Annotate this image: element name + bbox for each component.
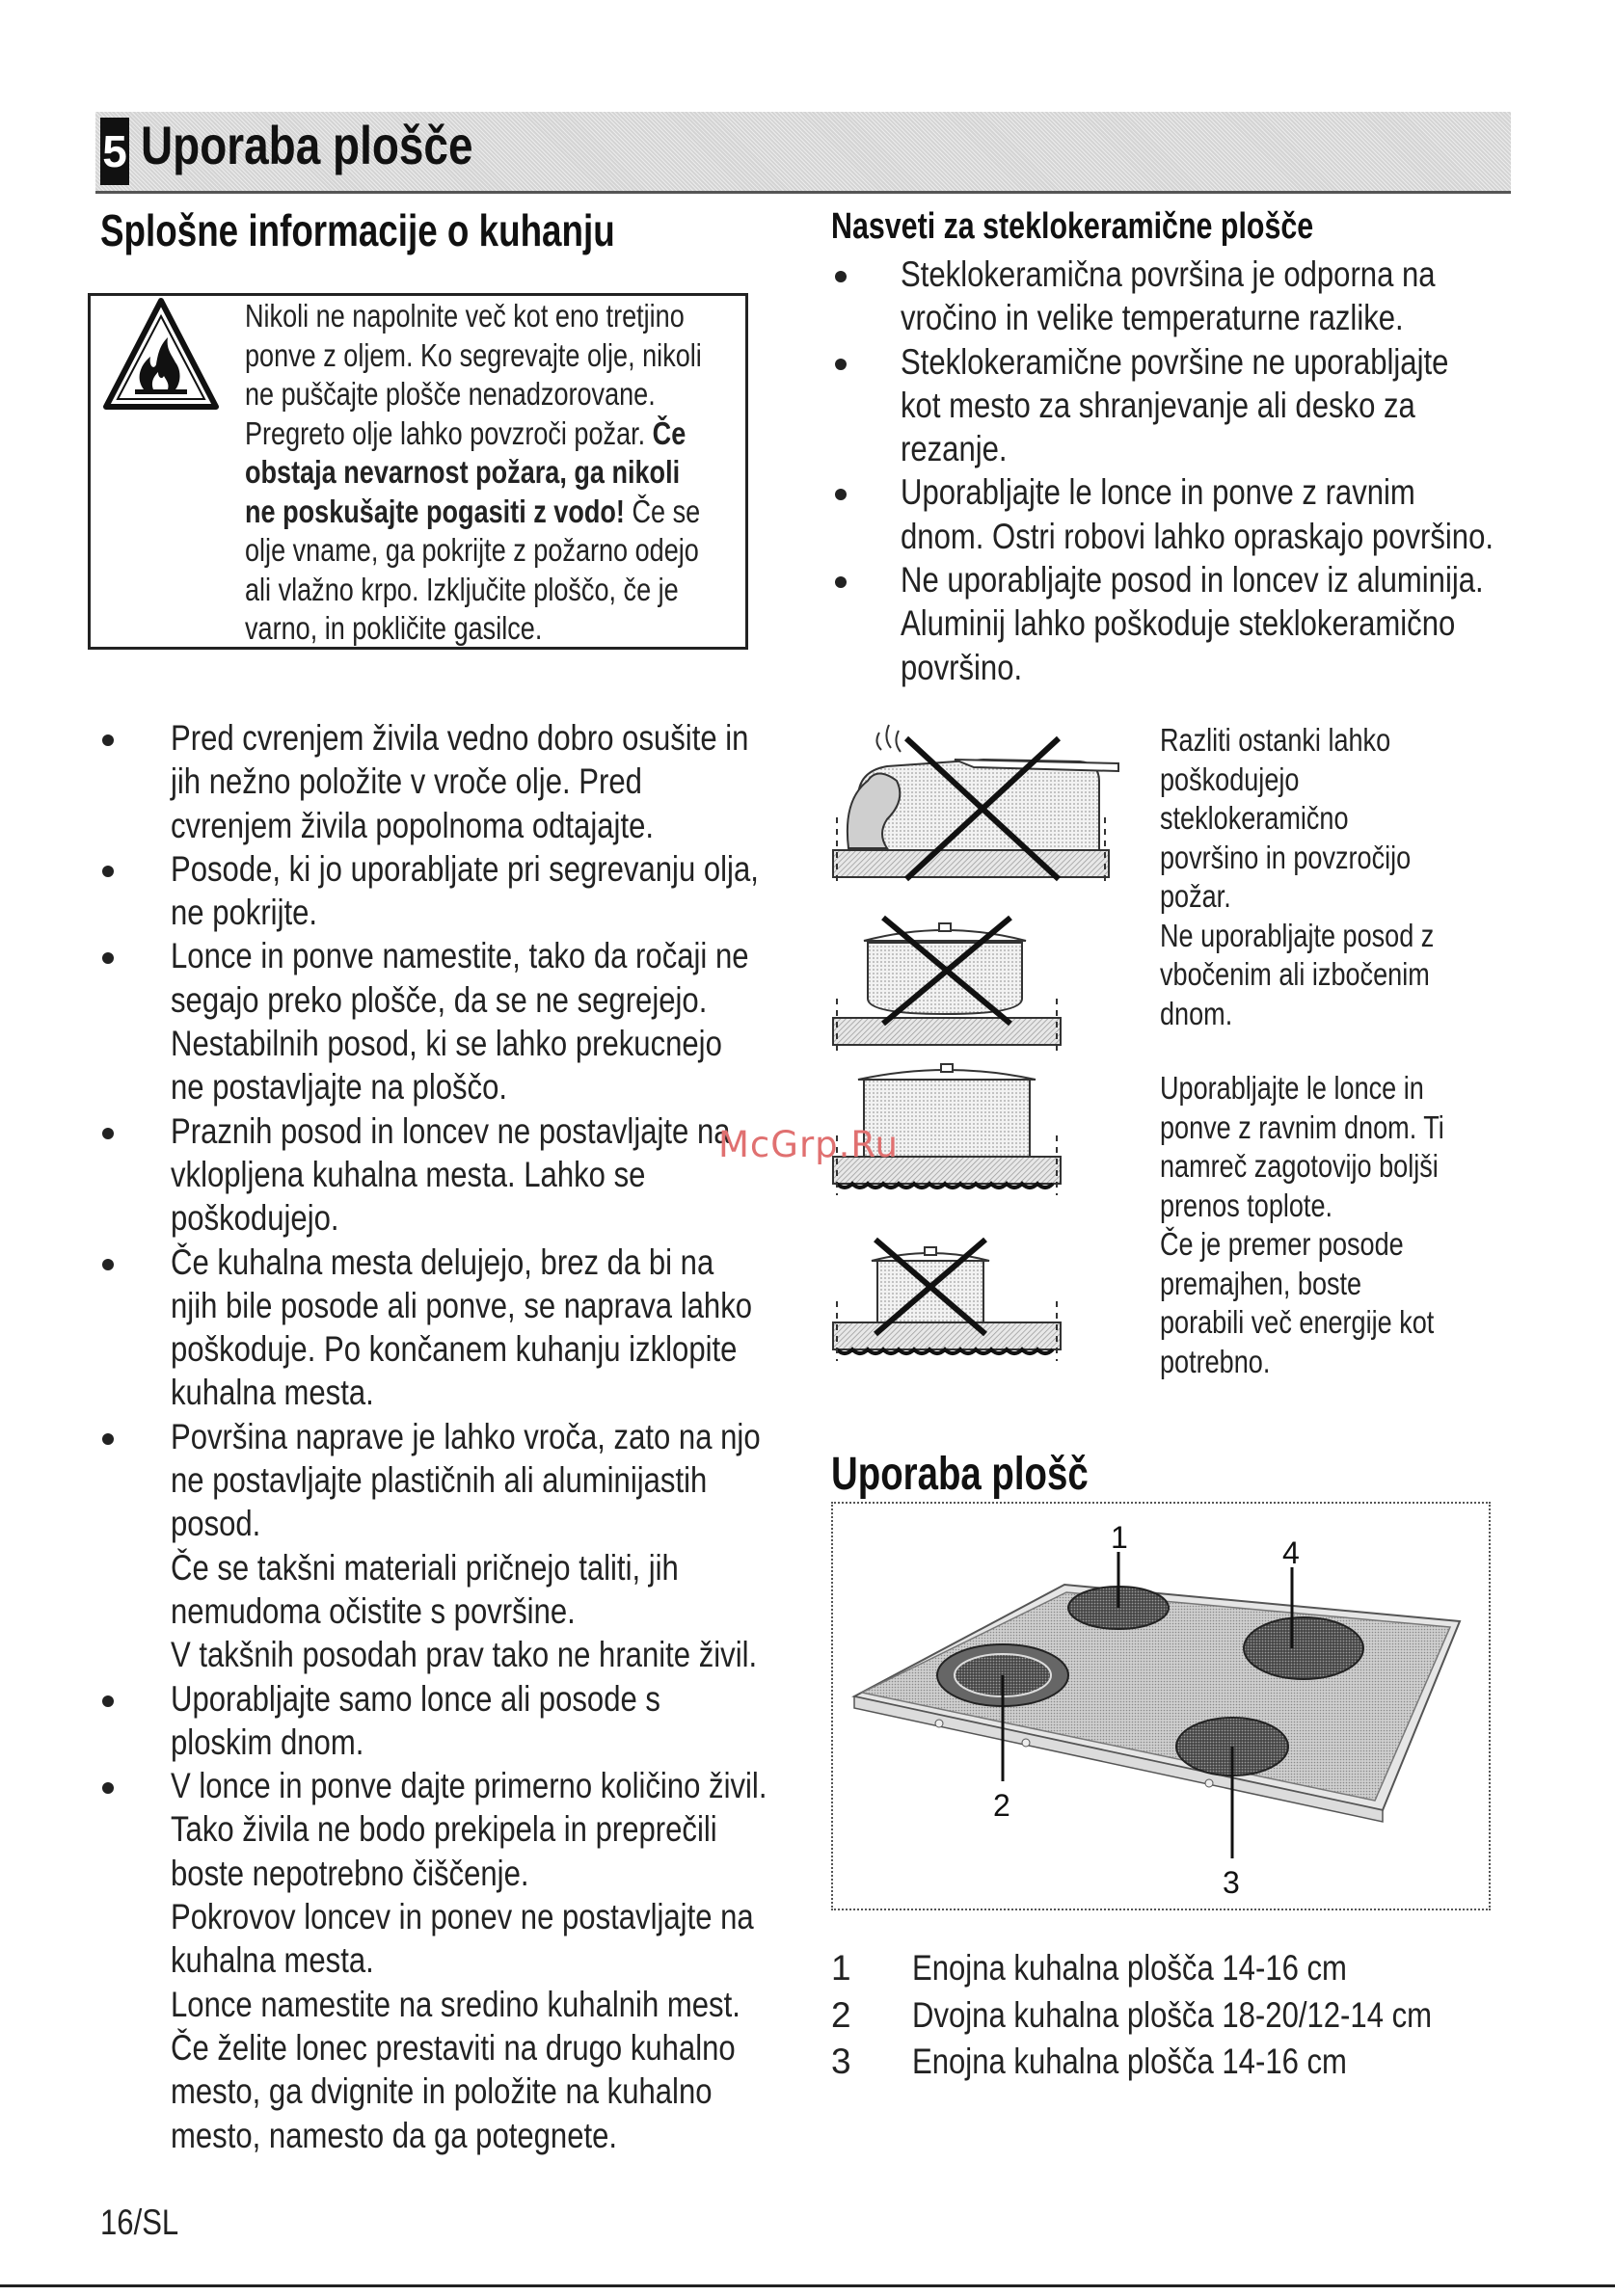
right-bullet-list bbox=[0, 253, 1615, 689]
small-pot-illustration bbox=[833, 1240, 1061, 1361]
spillover-pan-illustration bbox=[833, 725, 1118, 883]
zone-label: 1 bbox=[1111, 1520, 1128, 1555]
list-item: Lonce in ponve namestite, tako da ročaji ne segajo preko plošče, da se ne segrejejo. Nestabilnih posod, ki se lahko prekucnejo ne postavljajte na ploščo. bbox=[0, 934, 800, 1108]
list-item: Uporabljajte samo lonce ali posode s ploskim dnom. bbox=[0, 1677, 800, 1765]
left-bullet-list bbox=[0, 716, 800, 2157]
list-item: Posode, ki jo uporabljate pri segrevanju olja, ne pokrijte. bbox=[0, 847, 800, 935]
zone-label: 2 bbox=[993, 1788, 1010, 1823]
list-item: Uporabljajte le lonce in ponve z ravnim dnom. Ostri robovi lahko opraskajo površino. bbox=[0, 470, 1615, 558]
watermark: McGrp.Ru bbox=[718, 1124, 899, 1165]
list-item: Pred cvrenjem živila vedno dobro osušite in jih nežno položite v vroče olje. Pred cvrenjem živila popolnoma odtajajte. bbox=[0, 716, 800, 847]
warning-text: Nikoli ne napolnite več kot eno tretjino ponve z oljem. Ko segrevajte olje, nikoli ne puščajte plošče nenadzorovane. Pregreto olje lahko povzroči požar. Če obstaja nevarnost požara, ga nikoli ne poskušajte pogasiti z vodo! Če se olje vname, ga pokrijte z požarno odejo ali vlažno krpo. Izključite ploščo, če je varno, in pokličite gasilce. bbox=[245, 298, 702, 646]
curved-bottom-pot-illustration bbox=[833, 918, 1061, 1053]
list-item: Površina naprave je lahko vroča, zato na njo ne postavljajte plastičnih ali aluminijastih posod. Če se takšni materiali pričnejo taliti, jih nemudoma očistite s površine. V takšnih posodah prav tako ne hranite živil. bbox=[0, 1415, 800, 1677]
bottom-rule bbox=[0, 2284, 1615, 2287]
list-item: Če kuhalna mesta delujejo, brez da bi na njih bile posode ali ponve, se naprava lahko poškoduje. Po končanem kuhanju izklopite kuhalna mesta. bbox=[0, 1241, 800, 1415]
page-number: 16/SL bbox=[100, 2203, 179, 2242]
hob-diagram bbox=[831, 1502, 1491, 1910]
zone-label: 3 bbox=[1223, 1865, 1240, 1900]
illustration-caption-1: Razliti ostanki lahko poškodujejo steklokeramično površino in povzročijo požar. Ne uporabljajte posod z vbočenim ali izbočenim dnom. bbox=[1160, 722, 1435, 1031]
section-number: 5 bbox=[100, 118, 129, 185]
illustration-caption-2: Uporabljajte le lonce in ponve z ravnim dnom. Ti namreč zagotovijo boljši prenos toplote. Če je premer posode premajhen, boste porabili več energije kot potrebno. bbox=[1160, 1070, 1444, 1379]
list-item: V lonce in ponve dajte primerno količino živil. Tako živila ne bodo prekipela in preprečili boste nepotrebno čiščenje. Pokrovov loncev in ponev ne postavljajte na kuhalna mesta. Lonce namestite na sredino kuhalnih mest. Če želite lonec prestaviti na drugo kuhalno mesto, ga dvignite in položite na kuhalno mesto, namesto da ga potegnete. bbox=[0, 1764, 800, 2157]
left-section-title: Splošne informacije o kuhanju bbox=[100, 205, 615, 255]
zone-label: 4 bbox=[1282, 1535, 1300, 1570]
section-title: Uporaba plošče bbox=[141, 115, 473, 175]
list-item: Praznih posod in loncev ne postavljajte na vklopljena kuhalna mesta. Lahko se poškodujejo. bbox=[0, 1109, 800, 1241]
list-item: Ne uporabljajte posod in loncev iz aluminija. Aluminij lahko poškoduje steklokeramično površino. bbox=[0, 558, 1615, 689]
hob-section-title: Uporaba plošč bbox=[831, 1449, 1089, 1500]
list-item: Steklokeramična površina je odporna na vročino in velike temperaturne razlike. bbox=[0, 253, 1615, 340]
right-section-title: Nasveti za steklokeramične plošče bbox=[831, 206, 1314, 247]
list-item: Steklokeramične površine ne uporabljajte kot mesto za shranjevanje ali desko za rezanje. bbox=[0, 340, 1615, 471]
cookware-illustrations bbox=[829, 713, 1138, 1369]
